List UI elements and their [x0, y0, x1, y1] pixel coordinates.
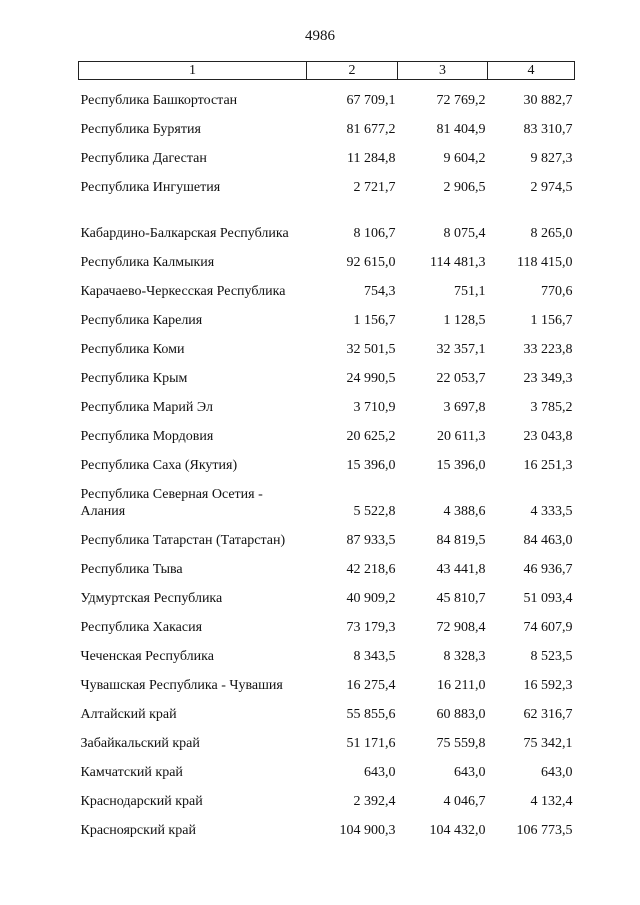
table-body	[79, 80, 575, 840]
value-col-3: 60 883,0	[436, 707, 486, 722]
region-name: Республика Татарстан (Татарстан)	[80, 533, 286, 548]
value-col-4: 33 223,8	[523, 342, 573, 357]
table-row	[79, 416, 575, 445]
value-col-2: 15 396,0	[346, 458, 396, 473]
table-row	[79, 196, 575, 242]
value-col-2: 42 218,6	[346, 562, 396, 577]
value-col-3: 22 053,7	[436, 371, 486, 386]
value-col-2: 87 933,5	[346, 533, 396, 548]
value-col-4: 770,6	[541, 284, 573, 299]
table-row	[79, 520, 575, 549]
region-name: Республика Мордовия	[80, 429, 214, 444]
value-col-3: 114 481,3	[430, 255, 486, 270]
region-name: Забайкальский край	[80, 736, 200, 751]
table-row	[79, 80, 575, 110]
page-number: 4986	[305, 28, 335, 44]
value-col-3: 1 128,5	[443, 313, 486, 328]
value-col-3: 43 441,8	[436, 562, 486, 577]
table-row	[79, 271, 575, 300]
value-col-3: 8 328,3	[443, 649, 486, 664]
value-col-4: 8 265,0	[530, 226, 573, 241]
value-col-3: 15 396,0	[436, 458, 486, 473]
value-col-3: 72 908,4	[436, 620, 486, 635]
table-row	[79, 358, 575, 387]
value-col-2: 24 990,5	[346, 371, 396, 386]
region-name: Республика Хакасия	[80, 620, 203, 635]
value-col-3: 2 906,5	[443, 180, 486, 195]
value-col-3: 75 559,8	[436, 736, 486, 751]
region-name: Республика Крым	[80, 371, 188, 386]
column-header-2: 2	[307, 62, 398, 80]
value-col-2: 92 615,0	[346, 255, 396, 270]
value-col-3: 72 769,2	[436, 93, 486, 108]
value-col-4: 643,0	[541, 765, 573, 780]
region-name: Республика Бурятия	[80, 122, 201, 137]
region-name: Чеченская Республика	[80, 649, 214, 664]
value-col-2: 8 106,7	[353, 226, 396, 241]
region-name: Алтайский край	[80, 707, 177, 722]
value-col-2: 5 522,8	[353, 504, 396, 519]
data-table	[78, 61, 575, 839]
table-row	[79, 578, 575, 607]
value-col-3: 104 432,0	[429, 823, 486, 838]
value-col-4: 84 463,0	[523, 533, 573, 548]
value-col-2: 16 275,4	[346, 678, 396, 693]
value-col-2: 40 909,2	[346, 591, 396, 606]
value-col-2: 2 392,4	[353, 794, 396, 809]
value-col-3: 84 819,5	[436, 533, 486, 548]
value-col-3: 643,0	[454, 765, 486, 780]
column-header-4: 4	[488, 62, 575, 80]
value-col-2: 32 501,5	[346, 342, 396, 357]
value-col-4: 106 773,5	[516, 823, 573, 838]
region-name: Республика Саха (Якутия)	[80, 458, 238, 473]
value-col-3: 4 388,6	[443, 504, 486, 519]
value-col-4: 46 936,7	[523, 562, 573, 577]
value-col-2: 8 343,5	[353, 649, 396, 664]
table-row	[79, 549, 575, 578]
value-col-4: 8 523,5	[530, 649, 573, 664]
value-col-3: 81 404,9	[436, 122, 486, 137]
value-col-2: 51 171,6	[346, 736, 396, 751]
table-row	[79, 242, 575, 271]
table-row	[79, 607, 575, 636]
table-row	[79, 752, 575, 781]
region-name: Кабардино-Балкарская Республика	[80, 226, 289, 241]
value-col-2: 104 900,3	[339, 823, 396, 838]
value-col-4: 16 592,3	[523, 678, 573, 693]
table-row	[79, 810, 575, 839]
region-name: Республика Северная Осетия - Алания	[80, 487, 263, 519]
value-col-4: 3 785,2	[530, 400, 573, 415]
table-row	[79, 387, 575, 416]
value-col-2: 11 284,8	[347, 151, 396, 166]
value-col-4: 51 093,4	[523, 591, 573, 606]
value-col-4: 30 882,7	[523, 93, 573, 108]
region-name: Удмуртская Республика	[80, 591, 223, 606]
value-col-2: 81 677,2	[346, 122, 396, 137]
value-col-2: 55 855,6	[346, 707, 396, 722]
table-row	[79, 474, 575, 520]
value-col-2: 20 625,2	[346, 429, 396, 444]
value-col-2: 73 179,3	[346, 620, 396, 635]
value-col-4: 62 316,7	[523, 707, 573, 722]
value-col-2: 3 710,9	[353, 400, 396, 415]
value-col-4: 83 310,7	[523, 122, 573, 137]
region-name: Красноярский край	[80, 823, 196, 838]
region-name: Камчатский край	[80, 765, 183, 780]
region-name: Республика Ингушетия	[80, 180, 221, 195]
value-col-4: 4 333,5	[530, 504, 573, 519]
table-row	[79, 138, 575, 167]
table-row	[79, 167, 575, 196]
value-col-4: 75 342,1	[523, 736, 573, 751]
region-name: Карачаево-Черкесская Республика	[80, 284, 286, 299]
value-col-2: 754,3	[364, 284, 396, 299]
value-col-3: 4 046,7	[443, 794, 486, 809]
table-row	[79, 300, 575, 329]
value-col-3: 45 810,7	[436, 591, 486, 606]
value-col-4: 74 607,9	[523, 620, 573, 635]
value-col-4: 1 156,7	[530, 313, 573, 328]
value-col-2: 2 721,7	[353, 180, 396, 195]
value-col-2: 643,0	[364, 765, 396, 780]
value-col-3: 3 697,8	[443, 400, 486, 415]
value-col-4: 118 415,0	[517, 255, 573, 270]
region-name: Республика Тыва	[80, 562, 183, 577]
region-name: Республика Башкортостан	[80, 93, 238, 108]
region-name: Краснодарский край	[80, 794, 203, 809]
table-row	[79, 636, 575, 665]
value-col-4: 2 974,5	[530, 180, 573, 195]
region-name: Чувашская Республика - Чувашия	[80, 678, 283, 693]
value-col-3: 9 604,2	[443, 151, 486, 166]
table-row	[79, 723, 575, 752]
table-row	[79, 109, 575, 138]
value-col-3: 751,1	[454, 284, 486, 299]
value-col-3: 8 075,4	[443, 226, 486, 241]
region-name: Республика Калмыкия	[80, 255, 215, 270]
value-col-4: 9 827,3	[530, 151, 573, 166]
column-header-1: 1	[79, 62, 307, 80]
table-row	[79, 694, 575, 723]
table-row	[79, 329, 575, 358]
value-col-4: 4 132,4	[530, 794, 573, 809]
value-col-2: 1 156,7	[353, 313, 396, 328]
value-col-3: 20 611,3	[437, 429, 486, 444]
value-col-3: 16 211,0	[437, 678, 486, 693]
value-col-4: 23 349,3	[523, 371, 573, 386]
value-col-4: 16 251,3	[523, 458, 573, 473]
region-name: Республика Коми	[80, 342, 185, 357]
table-row	[79, 445, 575, 474]
region-name: Республика Марий Эл	[80, 400, 213, 415]
region-name: Республика Дагестан	[80, 151, 207, 166]
table-row	[79, 781, 575, 810]
column-header-3: 3	[398, 62, 488, 80]
value-col-4: 23 043,8	[523, 429, 573, 444]
value-col-2: 67 709,1	[346, 93, 396, 108]
table-row	[79, 665, 575, 694]
region-name: Республика Карелия	[80, 313, 203, 328]
header-row	[79, 62, 575, 80]
value-col-3: 32 357,1	[436, 342, 486, 357]
